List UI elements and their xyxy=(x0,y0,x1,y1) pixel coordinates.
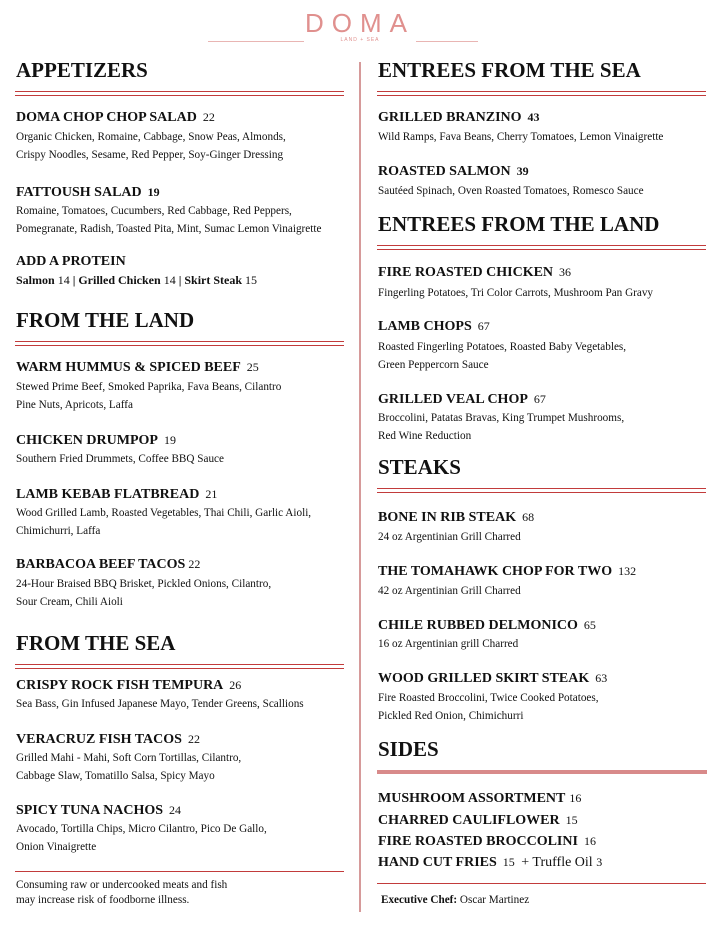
menu-item-name: GRILLED VEAL CHOP 67 xyxy=(378,392,546,407)
section-rule xyxy=(377,770,707,774)
menu-item-desc: Pine Nuts, Apricots, Laffa xyxy=(16,399,133,411)
menu-item-price: 26 xyxy=(229,678,242,692)
menu-item-desc: Wild Ramps, Fava Beans, Cherry Tomatoes, Lemon Vinaigrette xyxy=(378,131,664,143)
menu-item-desc: Crispy Noodles, Sesame, Red Pepper, Soy-Ginger Dressing xyxy=(16,149,284,161)
menu-item-desc: Sour Cream, Chili Aioli xyxy=(16,596,123,608)
side-item: MUSHROOM ASSORTMENT 16 xyxy=(378,791,582,806)
menu-item-price: 16 xyxy=(569,791,582,805)
menu-item-name: FIRE ROASTED CHICKEN 36 xyxy=(378,265,572,280)
side-item: CHARRED CAULIFLOWER 15 xyxy=(378,813,578,828)
section-heading-sides: SIDES xyxy=(378,737,439,761)
menu-item-price: 36 xyxy=(559,265,572,279)
side-addon: + Truffle Oil xyxy=(521,855,593,870)
menu-item-name: WOOD GRILLED SKIRT STEAK 63 xyxy=(378,671,608,686)
menu-item-price: 67 xyxy=(477,319,490,333)
menu-item-name: ROASTED SALMON 39 xyxy=(378,164,529,179)
menu-item-desc: Pickled Red Onion, Chimichurri xyxy=(378,710,524,722)
menu-item-price: 15 xyxy=(502,855,515,869)
section-rule xyxy=(377,488,706,489)
menu-item-name: CHICKEN DRUMPOP 19 xyxy=(16,433,176,448)
menu-item-price: 43 xyxy=(527,110,540,124)
menu-item-name: SPICY TUNA NACHOS 24 xyxy=(16,803,182,818)
menu-item-desc: Southern Fried Drummets, Coffee BBQ Sauce xyxy=(16,453,224,465)
menu-item-desc: Organic Chicken, Romaine, Cabbage, Snow Peas, Almonds, xyxy=(16,131,286,143)
add-protein-options: Salmon 14 | Grilled Chicken 14 | Skirt Steak 15 xyxy=(16,273,258,287)
section-rule xyxy=(15,668,344,669)
menu-item-desc: Wood Grilled Lamb, Roasted Vegetables, Thai Chili, Garlic Aioli, xyxy=(16,507,312,519)
section-heading-appetizers: APPETIZERS xyxy=(16,58,148,82)
menu-item-price: 19 xyxy=(147,185,160,199)
menu-item-desc: Broccolini, Patatas Bravas, King Trumpet Mushrooms, xyxy=(378,412,625,424)
side-item: FIRE ROASTED BROCCOLINI 16 xyxy=(378,834,596,849)
section-heading-entrees-sea: ENTREES FROM THE SEA xyxy=(378,58,641,82)
section-heading-sea: FROM THE SEA xyxy=(16,631,176,655)
menu-item-desc: Avocado, Tortilla Chips, Micro Cilantro, Pico De Gallo, xyxy=(16,823,267,835)
menu-item-desc: 42 oz Argentinian Grill Charred xyxy=(378,585,521,597)
menu-item-desc: Cabbage Slaw, Tomatillo Salsa, Spicy Mayo xyxy=(16,770,215,782)
menu-item-name: BARBACOA BEEF TACOS 22 xyxy=(16,557,201,572)
side-item: HAND CUT FRIES 15 + Truffle Oil 3 xyxy=(378,855,603,870)
logo-wordmark: DOMA xyxy=(305,8,415,38)
menu-item-price: 132 xyxy=(618,564,637,578)
menu-item-price: 22 xyxy=(202,110,215,124)
menu-item-desc: Onion Vinaigrette xyxy=(16,841,97,853)
menu-item-name: BONE IN RIB STEAK 68 xyxy=(378,510,535,525)
menu-item-name: CHILE RUBBED DELMONICO 65 xyxy=(378,618,596,633)
logo-tagline: LAND + SEA xyxy=(340,37,380,43)
menu-item-desc: Grilled Mahi - Mahi, Soft Corn Tortillas, Cilantro, xyxy=(16,752,242,764)
menu-item-price: 21 xyxy=(205,487,218,501)
menu-item-price: 68 xyxy=(522,510,535,524)
executive-chef: Executive Chef: Oscar Martinez xyxy=(381,894,530,906)
menu-item-desc: Roasted Fingerling Potatoes, Roasted Baby Vegetables, xyxy=(378,341,627,353)
section-rule xyxy=(15,95,344,96)
menu-item-name: FATTOUSH SALAD 19 xyxy=(16,185,160,200)
menu-item-price: 22 xyxy=(187,732,200,746)
section-rule xyxy=(15,664,344,665)
footer-rule xyxy=(377,883,706,884)
menu-item-price: 24 xyxy=(169,803,182,817)
section-rule xyxy=(15,341,344,342)
menu-item-price: 39 xyxy=(516,164,529,178)
menu-item-desc: Chimichurri, Laffa xyxy=(16,525,101,537)
add-protein-title: ADD A PROTEIN xyxy=(16,254,126,269)
side-addon-price: 3 xyxy=(596,855,603,869)
section-rule xyxy=(377,249,706,250)
menu-item-price: 25 xyxy=(246,360,259,374)
section-rule xyxy=(377,95,706,96)
menu-item-desc: 16 oz Argentinian grill Charred xyxy=(378,638,519,650)
menu-item-desc: Fingerling Potatoes, Tri Color Carrots, Mushroom Pan Gravy xyxy=(378,287,654,299)
menu-item-name: THE TOMAHAWK CHOP FOR TWO 132 xyxy=(378,564,637,579)
menu-item-price: 16 xyxy=(583,834,596,848)
menu-item-desc: Sautéed Spinach, Oven Roasted Tomatoes, Romesco Sauce xyxy=(378,185,644,197)
menu-item-name: LAMB KEBAB FLATBREAD 21 xyxy=(16,487,218,502)
menu-item-name: LAMB CHOPS 67 xyxy=(378,319,490,334)
menu-item-name: DOMA CHOP CHOP SALAD 22 xyxy=(16,110,215,125)
menu-item-price: 65 xyxy=(583,618,596,632)
menu-item-price: 67 xyxy=(533,392,546,406)
menu-item-name: WARM HUMMUS & SPICED BEEF 25 xyxy=(16,360,259,375)
menu-item-price: 15 xyxy=(565,813,578,827)
menu-item-price: 19 xyxy=(163,433,176,447)
menu-item-desc: Fire Roasted Broccolini, Twice Cooked Potatoes, xyxy=(378,692,599,704)
section-rule xyxy=(377,245,706,246)
section-rule xyxy=(15,345,344,346)
menu-item-desc: 24 oz Argentinian Grill Charred xyxy=(378,531,521,543)
menu-item-name: CRISPY ROCK FISH TEMPURA 26 xyxy=(16,678,242,693)
section-heading-land: FROM THE LAND xyxy=(16,308,195,332)
menu-item-name: VERACRUZ FISH TACOS 22 xyxy=(16,732,200,747)
logo xyxy=(0,8,720,38)
menu-item-price: 63 xyxy=(595,671,608,685)
footer-rule xyxy=(15,871,344,872)
menu-item-name: GRILLED BRANZINO 43 xyxy=(378,110,540,125)
menu-item-desc: Red Wine Reduction xyxy=(378,430,472,442)
menu-item-price: 22 xyxy=(188,557,201,571)
menu-item-desc: Romaine, Tomatoes, Cucumbers, Red Cabbage, Red Peppers, xyxy=(16,205,292,217)
menu-item-desc: Pomegranate, Radish, Toasted Pita, Mint, Sumac Lemon Vinaigrette xyxy=(16,223,322,235)
column-divider xyxy=(359,62,361,912)
food-safety-notice: Consuming raw or undercooked meats and fish may increase risk of foodborne illness. xyxy=(16,879,228,906)
section-heading-entrees-land: ENTREES FROM THE LAND xyxy=(378,212,660,236)
menu-item-desc: Stewed Prime Beef, Smoked Paprika, Fava Beans, Cilantro xyxy=(16,381,282,393)
menu-item-desc: 24-Hour Braised BBQ Brisket, Pickled Onions, Cilantro, xyxy=(16,578,272,590)
section-rule xyxy=(377,492,706,493)
section-rule xyxy=(377,91,706,92)
section-heading-steaks: STEAKS xyxy=(378,455,461,479)
menu-item-desc: Green Peppercorn Sauce xyxy=(378,359,489,371)
menu-item-desc: Sea Bass, Gin Infused Japanese Mayo, Tender Greens, Scallions xyxy=(16,698,304,710)
section-rule xyxy=(15,91,344,92)
